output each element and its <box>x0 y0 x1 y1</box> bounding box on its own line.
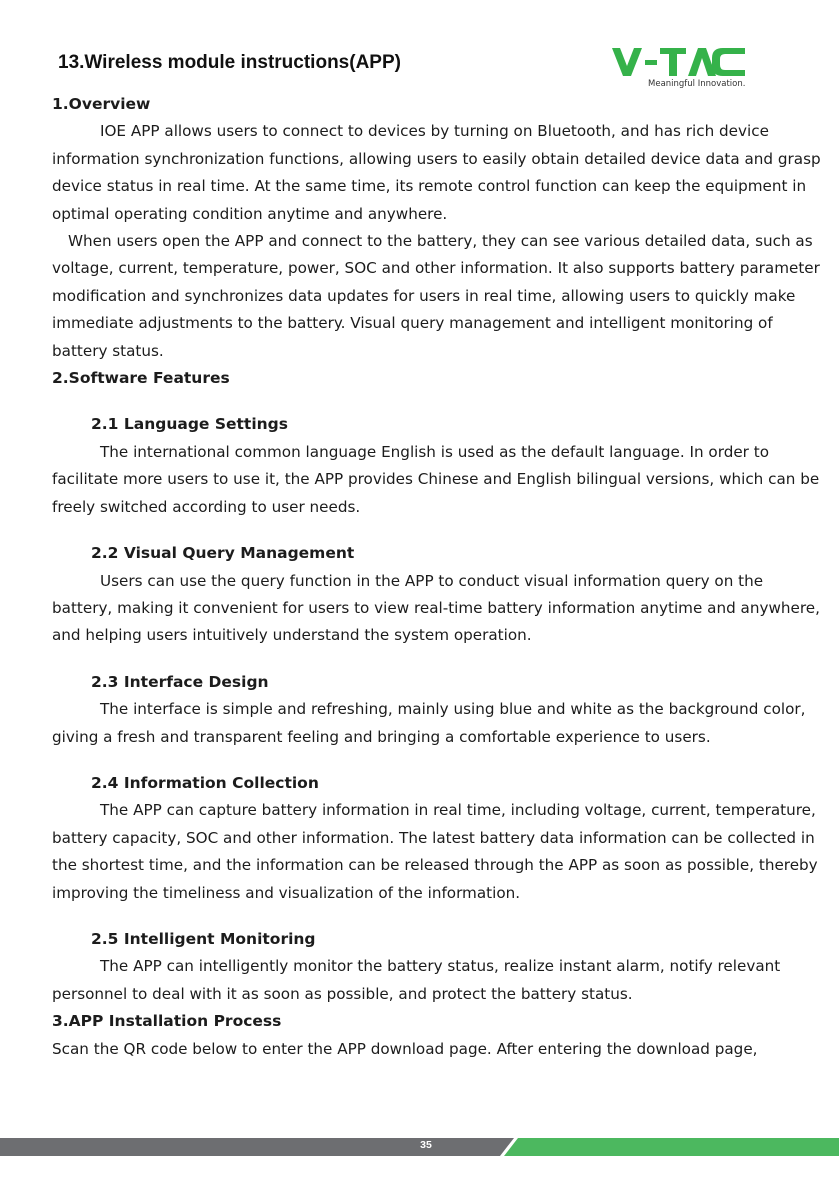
feature-heading-monitoring: 2.5 Intelligent Monitoring <box>91 929 316 948</box>
feature-text-monitoring: The APP can intelligently monitor the battery status, realize instant alarm, notify relevant personnel to deal with it as soon as possible, and protect the battery status. <box>52 957 781 1003</box>
footer-bar-green <box>504 1138 839 1156</box>
install-text: Scan the QR code below to enter the APP download page. After entering the download page, <box>52 1039 758 1058</box>
logo-tagline: Meaningful Innovation. <box>648 79 746 89</box>
feature-text-language: The international common language English is used as the default language. In order to facilitate more users to use it, the APP provides Chinese and English bilingual versions, which can be freely switched according to user needs. <box>52 442 820 516</box>
vtac-logo-mark <box>612 44 752 78</box>
section-heading-install: 3.APP Installation Process <box>52 1012 282 1031</box>
document-body <box>52 91 824 1063</box>
overview-paragraph-2: When users open the APP and connect to the battery, they can see various detailed data, such as voltage, current, temperature, power, SOC and other information. It also supports battery parameter modification and synchronizes data updates for users in real time, allowing users to quickly make immediate adjustments to the battery. Visual query management and intelligent monitoring of battery status. <box>52 232 820 360</box>
feature-heading-visual-query: 2.2 Visual Query Management <box>91 544 355 563</box>
page-number: 35 <box>420 1139 432 1151</box>
feature-heading-language: 2.1 Language Settings <box>91 415 288 434</box>
feature-text-interface: The interface is simple and refreshing, mainly using blue and white as the background color, giving a fresh and transparent feeling and bringing a comfortable experience to users. <box>52 700 806 746</box>
section-heading-overview: 1.Overview <box>52 95 151 113</box>
feature-text-info-collection: The APP can capture battery information in real time, including voltage, current, temperature, battery capacity, SOC and other information. The latest battery data information can be collected in the shortest time, and the information can be released through the APP as soon as possible, thereby improving the timeliness and visualization of the information. <box>52 801 818 902</box>
feature-text-visual-query: Users can use the query function in the APP to conduct visual information query on the battery, making it convenient for users to view real-time battery information anytime and anywhere, and helping users intuitively understand the system operation. <box>52 571 820 645</box>
feature-heading-info-collection: 2.4 Information Collection <box>91 773 319 792</box>
page-title: 13.Wireless module instructions(APP) <box>58 52 401 73</box>
overview-paragraph-1: IOE APP allows users to connect to devices by turning on Bluetooth, and has rich device information synchronization functions, allowing users to easily obtain detailed device data and grasp device status in real time. At the same time, its remote control function can keep the equipment in optimal operating condition anytime and anywhere. <box>52 122 821 223</box>
section-heading-features: 2.Software Features <box>52 369 230 388</box>
footer-bar-grey <box>0 1138 514 1156</box>
feature-heading-interface: 2.3 Interface Design <box>91 672 269 691</box>
